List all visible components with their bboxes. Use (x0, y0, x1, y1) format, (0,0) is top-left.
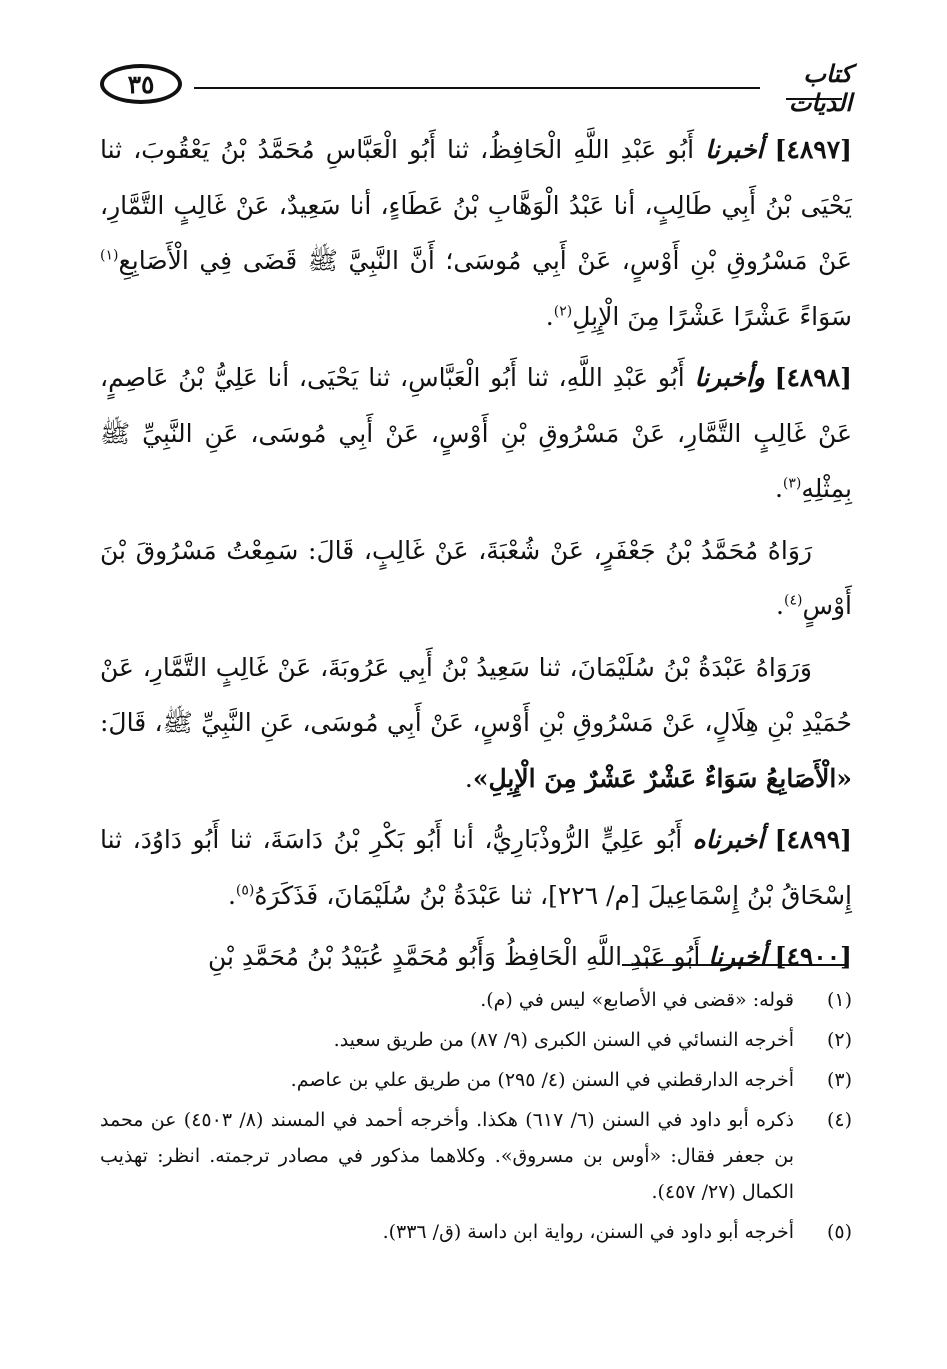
footnote-ref: (٣) (782, 475, 802, 492)
footnote-number: (١) (826, 989, 852, 1011)
footnote-ref: (٥) (235, 882, 255, 899)
hadith-quote: «الْأَصَابِعُ سَوَاءٌ عَشْرٌ عَشْرٌ مِنَ الْإِبِلِ» (472, 763, 852, 793)
footnote-number: (٢) (826, 1029, 852, 1051)
narration-text: وَرَوَاهُ عَبْدَةُ بْنُ سُلَيْمَانَ، ثنا سَعِيدُ بْنُ أَبِي عَرُوبَةَ، عَنْ غَالِبٍ التَّمَّارِ، عَنْ حُمَيْدِ بْنِ هِلَالٍ، عَنْ مَسْرُوقِ بْنِ أَوْسٍ، عَنْ أَبِي مُوسَى، عَنِ النَّبِيِّ ﷺ، قَالَ: (100, 652, 852, 737)
narration-keyword: أخبرنا (705, 135, 764, 164)
book-title: كتاب الديات (788, 59, 852, 117)
narration-note (100, 640, 852, 807)
footnotes (100, 982, 852, 1254)
footnote-ref: (٤) (783, 592, 803, 609)
sentence-end: . (464, 763, 473, 793)
footnote (100, 1062, 852, 1098)
page-number: ٣٥ (100, 64, 182, 104)
hadith-4897 (100, 122, 852, 344)
hadith-4898 (100, 350, 852, 517)
narration-text: رَوَاهُ مُحَمَّدُ بْنُ جَعْفَرٍ، عَنْ شُعْبَةَ، عَنْ غَالِبٍ، قَالَ: سَمِعْتُ مَسْرُوقَ بْنَ أَوْسٍ (100, 535, 852, 620)
footnote-text: ذكره أبو داود في السنن (٦/ ٦١٧) هكذا. وأخرجه أحمد في المسند (٨/ ٤٥٠٣) عن محمد بن جعفر فقال: «أوس بن مسروق». وكلاهما مذكور في مصادر ترجمته. انظر: تهذيب الكمال (٢٧/ ٤٥٧). (100, 1109, 794, 1203)
footnote-text: قوله: «قضى في الأصابع» ليس في (م). (480, 989, 794, 1011)
footnote (100, 1022, 852, 1058)
hadith-4899 (100, 812, 852, 923)
footnote-text: أخرجه النسائي في السنن الكبرى (٩/ ٨٧) من طريق سعيد. (333, 1029, 794, 1051)
sentence-end: . (227, 880, 236, 910)
main-text (100, 122, 852, 991)
hadith-number: [٤٨٩٨] (774, 363, 852, 392)
footnote (100, 1214, 852, 1250)
footnote-separator (622, 964, 847, 966)
page-header (100, 58, 852, 117)
footnote-ref: (١) (100, 247, 119, 264)
footnote (100, 1102, 852, 1210)
footnote-number: (٤) (826, 1109, 852, 1131)
hadith-text-continued: سَوَاءً عَشْرًا عَشْرًا مِنَ الْإِبِلِ (572, 301, 852, 331)
footnote-number: (٣) (826, 1069, 852, 1091)
sentence-end: . (545, 301, 554, 331)
narration-keyword: وأخبرنا (694, 363, 765, 392)
footnote (100, 982, 852, 1018)
footnote-ref: (٢) (553, 303, 573, 320)
hadith-number: [٤٨٩٧] (774, 135, 852, 164)
sentence-end: . (774, 474, 783, 503)
sentence-end: . (776, 591, 784, 620)
footnote-number: (٥) (826, 1221, 852, 1243)
hadith-4900 (100, 929, 852, 985)
narration-keyword: أخبرنا (708, 942, 767, 971)
hadith-text: أَبُو عَبْدِ اللَّهِ، ثنا أَبُو الْعَبَّاسِ، ثنا يَحْيَى، أنا عَلِيُّ بْنُ عَاصِمٍ، عَنْ غَالِبٍ التَّمَّارِ، عَنْ مَسْرُوقِ بْنِ أَوْسٍ، عَنْ أَبِي مُوسَى، عَنِ النَّبِيِّ ﷺ بِمِثْلِهِ (100, 363, 852, 503)
hadith-number: [٤٩٠٠] (774, 942, 852, 971)
narration-note (100, 523, 852, 634)
footnote-text: أخرجه أبو داود في السنن، رواية ابن داسة (ق/ ٣٣٦). (382, 1221, 794, 1243)
hadith-text: أَبُو عَبْدِ اللَّهِ الْحَافِظُ، ثنا أَبُو الْعَبَّاسِ مُحَمَّدُ بْنُ يَعْقُوبَ، ثنا يَحْيَى بْنُ أَبِي طَالِبٍ، أنا عَبْدُ الْوَهَّابِ بْنُ عَطَاءٍ، أنا سَعِيدٌ، عَنْ غَالِبٍ التَّمَّارِ، عَنْ مَسْرُوقِ بْنِ أَوْسٍ، عَنْ أَبِي مُوسَى؛ أَنَّ النَّبِيَّ ﷺ قَضَى فِي الْأَصَابِعِ (100, 135, 852, 275)
narration-keyword: أخبرناه (692, 825, 765, 854)
header-rule (194, 87, 760, 89)
hadith-text: أَبُو عَبْدِ اللَّهِ الْحَافِظُ وَأَبُو مُحَمَّدٍ عُبَيْدُ بْنُ مُحَمَّدِ بْنِ (207, 942, 701, 971)
hadith-number: [٤٨٩٩] (774, 825, 852, 854)
hadith-text: أَبُو عَلِيٍّ الرُّوذْبَارِيُّ، أنا أَبُو بَكْرِ بْنُ دَاسَةَ، ثنا أَبُو دَاوُدَ، ثنا إِسْحَاقُ بْنُ إِسْمَاعِيلَ [م/ ٢٢٦]، ثنا عَبْدَةُ بْنُ سُلَيْمَانَ، فَذَكَرَهُ (100, 825, 852, 910)
book-title-underline (786, 98, 842, 100)
footnote-text: أخرجه الدارقطني في السنن (٤/ ٢٩٥) من طريق علي بن عاصم. (290, 1069, 794, 1091)
